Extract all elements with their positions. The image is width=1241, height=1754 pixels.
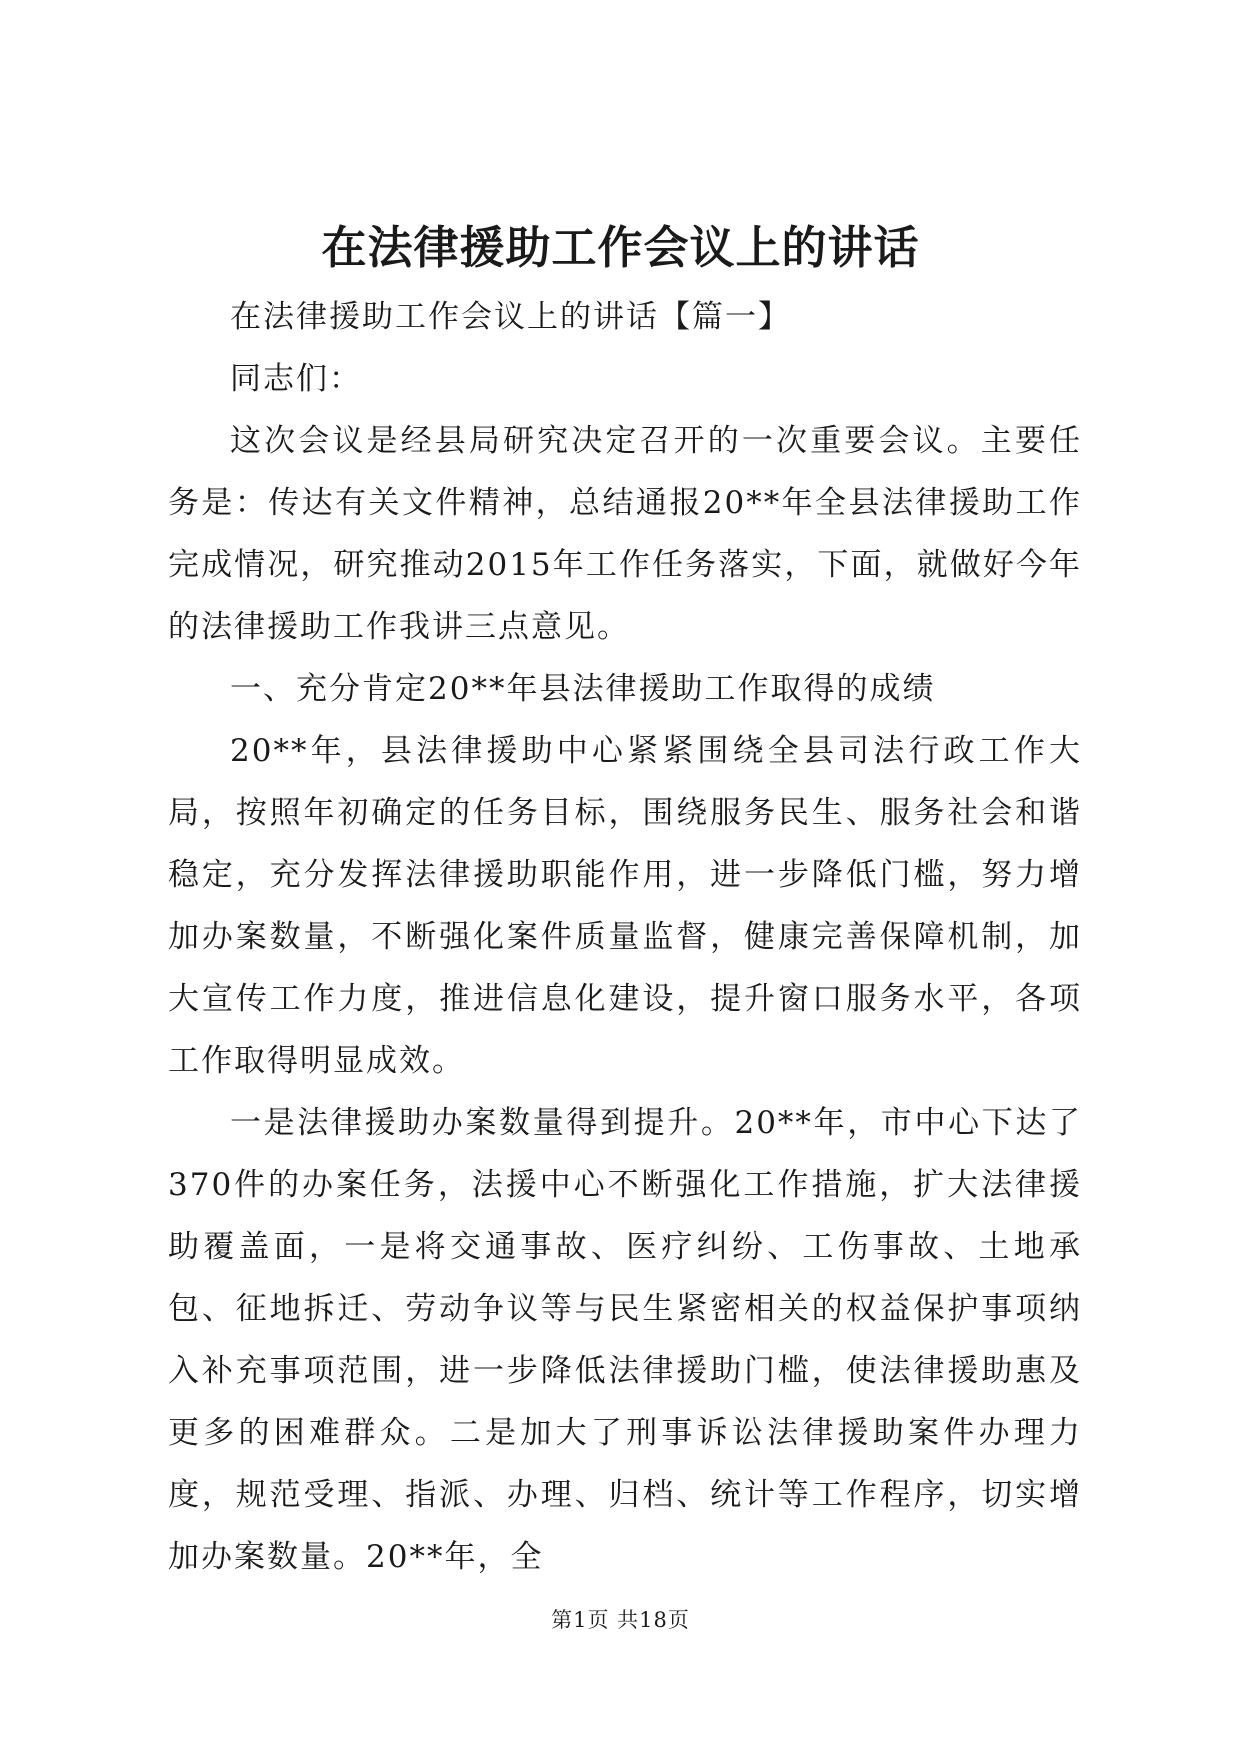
paragraph: 一是法律援助办案数量得到提升。20**年，市中心下达了370件的办案任务，法援中心不断强化工作措施，扩大法律援助覆盖面，一是将交通事故、医疗纠纷、工伤事故、土地承包、征地拆迁、劳动争议等与民生紧密相关的权益保护事项纳入补充事项范围，进一步降低法律援助门槛，使法律援助惠及更多的困难群众。二是加大了刑事诉讼法律援助案件办理力度，规范受理、指派、办理、归档、统计等工作程序，切实增加办案数量。20**年，全 xyxy=(168,1105,1082,1575)
part-heading: 一、充分肯定20**年县法律援助工作取得的成绩 xyxy=(230,671,936,707)
document-body xyxy=(168,286,1082,1588)
page-number: 第1页 共18页 xyxy=(551,1608,690,1632)
salutation: 同志们： xyxy=(230,361,362,397)
paragraph: 20**年，县法律援助中心紧紧围绕全县司法行政工作大局，按照年初确定的任务目标，围绕服务民生、服务社会和谐稳定，充分发挥法律援助职能作用，进一步降低门槛，努力增加办案数量，不断强化案件质量监督，健康完善保障机制，加大宣传工作力度，推进信息化建设，提升窗口服务水平，各项工作取得明显成效。 xyxy=(168,733,1082,1079)
document-title: 在法律援助工作会议上的讲话 xyxy=(321,221,920,274)
paragraph: 这次会议是经县局研究决定召开的一次重要会议。主要任务是：传达有关文件精神，总结通报20**年全县法律援助工作完成情况，研究推动2015年工作任务落实，下面，就做好今年的法律援助工作我讲三点意见。 xyxy=(168,423,1082,645)
section-heading: 在法律援助工作会议上的讲话【篇一】 xyxy=(230,299,791,335)
